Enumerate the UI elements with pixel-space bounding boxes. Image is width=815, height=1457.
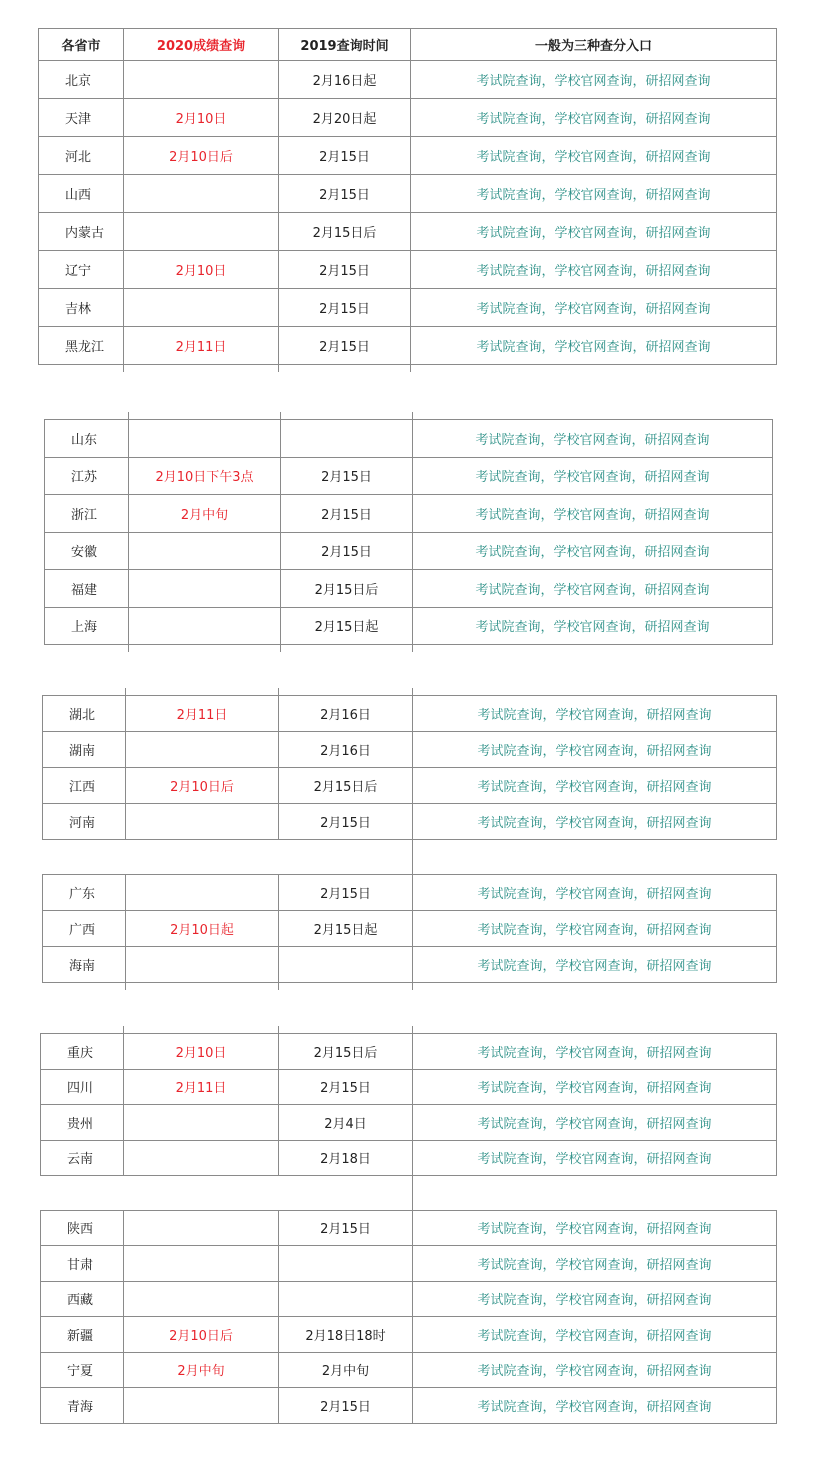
score-2020-cell: 2月10日后 — [124, 137, 279, 175]
province-cell: 山东 — [45, 420, 129, 458]
query-entry-links[interactable]: 考试院查询，学校官网查询，研招网查询 — [411, 213, 777, 251]
table-row — [41, 1352, 777, 1388]
query-entry-links[interactable]: 考试院查询，学校官网查询，研招网查询 — [413, 1140, 777, 1176]
score-2020-cell — [124, 1140, 279, 1176]
time-2019-cell: 2月中旬 — [279, 1352, 413, 1388]
province-cell: 天津 — [39, 99, 124, 137]
time-2019-cell: 2月15日 — [279, 251, 411, 289]
header-score2020: 2020成绩查询 — [124, 29, 279, 61]
province-cell: 内蒙古 — [39, 213, 124, 251]
score-2020-cell: 2月10日下午3点 — [129, 457, 281, 495]
score-2020-cell — [129, 420, 281, 458]
time-2019-cell: 2月18日18时 — [279, 1317, 413, 1353]
query-entry-links[interactable]: 考试院查询，学校官网查询，研招网查询 — [413, 1388, 777, 1424]
score-2020-cell: 2月10日后 — [126, 768, 279, 804]
score-2020-cell: 2月10日起 — [126, 911, 279, 947]
header-time2019: 2019查询时间 — [279, 29, 411, 61]
table-row — [41, 1388, 777, 1424]
score-2020-cell: 2月11日 — [124, 1069, 279, 1105]
time-2019-cell: 2月15日 — [279, 289, 411, 327]
table-row — [39, 251, 777, 289]
query-entry-links[interactable]: 考试院查询，学校官网查询，研招网查询 — [413, 947, 777, 983]
table-row — [43, 911, 777, 947]
table-row — [45, 457, 773, 495]
province-cell: 广西 — [43, 911, 126, 947]
table-row — [45, 495, 773, 533]
table-row — [39, 327, 777, 365]
province-cell: 西藏 — [41, 1281, 124, 1317]
time-2019-cell: 2月15日后 — [279, 768, 413, 804]
score-table-4 — [40, 1026, 777, 1424]
province-cell: 江西 — [43, 768, 126, 804]
score-2020-cell — [124, 1246, 279, 1282]
score-2020-cell — [124, 1388, 279, 1424]
province-cell: 河北 — [39, 137, 124, 175]
score-2020-cell — [124, 1210, 279, 1246]
query-entry-links[interactable]: 考试院查询，学校官网查询，研招网查询 — [413, 768, 777, 804]
blank-row — [43, 840, 777, 875]
time-2019-cell: 2月15日 — [281, 457, 413, 495]
table-row — [39, 289, 777, 327]
province-cell: 福建 — [45, 570, 129, 608]
query-entry-links[interactable]: 考试院查询，学校官网查询，研招网查询 — [413, 1069, 777, 1105]
province-cell: 浙江 — [45, 495, 129, 533]
score-2020-cell — [129, 532, 281, 570]
score-2020-cell — [124, 1281, 279, 1317]
time-2019-cell: 2月15日 — [279, 875, 413, 911]
score-2020-cell: 2月中旬 — [129, 495, 281, 533]
table-row — [39, 61, 777, 99]
province-cell: 陕西 — [41, 1210, 124, 1246]
table-row — [39, 175, 777, 213]
province-cell: 湖北 — [43, 696, 126, 732]
table-row — [43, 768, 777, 804]
score-2020-cell — [129, 570, 281, 608]
table-row — [41, 1105, 777, 1141]
query-entry-links[interactable]: 考试院查询，学校官网查询，研招网查询 — [413, 495, 773, 533]
time-2019-cell — [281, 420, 413, 458]
query-entry-links[interactable]: 考试院查询，学校官网查询，研招网查询 — [413, 1352, 777, 1388]
score-table-1 — [38, 28, 777, 372]
province-cell: 黑龙江 — [39, 327, 124, 365]
query-entry-links[interactable]: 考试院查询，学校官网查询，研招网查询 — [411, 99, 777, 137]
query-entry-links[interactable]: 考试院查询，学校官网查询，研招网查询 — [413, 1034, 777, 1070]
score-2020-cell — [124, 175, 279, 213]
score-2020-cell: 2月10日 — [124, 1034, 279, 1070]
query-entry-links[interactable]: 考试院查询，学校官网查询，研招网查询 — [413, 1281, 777, 1317]
query-entry-links[interactable]: 考试院查询，学校官网查询，研招网查询 — [413, 570, 773, 608]
blank-row — [41, 1176, 777, 1211]
province-cell: 四川 — [41, 1069, 124, 1105]
time-2019-cell: 2月15日起 — [281, 607, 413, 645]
time-2019-cell: 2月20日起 — [279, 99, 411, 137]
table-header — [39, 29, 777, 61]
province-cell: 海南 — [43, 947, 126, 983]
score-2020-cell — [126, 875, 279, 911]
table-row — [43, 947, 777, 983]
score-2020-cell: 2月10日后 — [124, 1317, 279, 1353]
query-entry-links[interactable]: 考试院查询，学校官网查询，研招网查询 — [411, 251, 777, 289]
time-2019-cell: 2月15日 — [279, 327, 411, 365]
query-entry-links[interactable]: 考试院查询，学校官网查询，研招网查询 — [411, 137, 777, 175]
time-2019-cell: 2月15日 — [279, 1388, 413, 1424]
table-row — [41, 1317, 777, 1353]
table-row — [39, 137, 777, 175]
province-cell: 甘肃 — [41, 1246, 124, 1282]
header-entry: 一般为三种查分入口 — [411, 29, 777, 61]
table-row — [41, 1034, 777, 1070]
score-2020-cell — [129, 607, 281, 645]
time-2019-cell — [279, 1281, 413, 1317]
query-entry-links[interactable]: 考试院查询，学校官网查询，研招网查询 — [413, 457, 773, 495]
query-entry-links[interactable]: 考试院查询，学校官网查询，研招网查询 — [413, 732, 777, 768]
province-cell: 宁夏 — [41, 1352, 124, 1388]
province-cell: 广东 — [43, 875, 126, 911]
query-entry-links[interactable]: 考试院查询，学校官网查询，研招网查询 — [413, 804, 777, 840]
table-row — [39, 99, 777, 137]
time-2019-cell: 2月15日 — [279, 804, 413, 840]
table-row — [41, 1246, 777, 1282]
header-province: 各省市 — [39, 29, 124, 61]
province-cell: 湖南 — [43, 732, 126, 768]
query-entry-links[interactable]: 考试院查询，学校官网查询，研招网查询 — [413, 1210, 777, 1246]
time-2019-cell: 2月15日 — [279, 1210, 413, 1246]
time-2019-cell: 2月15日后 — [281, 570, 413, 608]
score-2020-cell — [124, 1105, 279, 1141]
score-table-2 — [44, 412, 773, 652]
time-2019-cell: 2月18日 — [279, 1140, 413, 1176]
query-entry-links[interactable]: 考试院查询，学校官网查询，研招网查询 — [413, 911, 777, 947]
province-cell: 新疆 — [41, 1317, 124, 1353]
score-2020-cell — [126, 947, 279, 983]
score-2020-cell: 2月10日 — [124, 99, 279, 137]
time-2019-cell: 2月15日 — [281, 495, 413, 533]
score-2020-cell: 2月11日 — [124, 327, 279, 365]
time-2019-cell: 2月4日 — [279, 1105, 413, 1141]
query-entry-links[interactable]: 考试院查询，学校官网查询，研招网查询 — [411, 175, 777, 213]
query-entry-links[interactable]: 考试院查询，学校官网查询，研招网查询 — [413, 607, 773, 645]
query-entry-links[interactable]: 考试院查询，学校官网查询，研招网查询 — [411, 61, 777, 99]
score-2020-cell — [124, 61, 279, 99]
query-entry-links[interactable]: 考试院查询，学校官网查询，研招网查询 — [413, 696, 777, 732]
query-entry-links[interactable]: 考试院查询，学校官网查询，研招网查询 — [413, 1246, 777, 1282]
score-2020-cell — [124, 213, 279, 251]
score-2020-cell: 2月10日 — [124, 251, 279, 289]
time-2019-cell: 2月16日 — [279, 696, 413, 732]
table-row — [41, 1281, 777, 1317]
score-2020-cell: 2月11日 — [126, 696, 279, 732]
query-entry-links[interactable]: 考试院查询，学校官网查询，研招网查询 — [411, 327, 777, 365]
table-row — [45, 607, 773, 645]
table-row — [45, 570, 773, 608]
score-2020-cell — [126, 804, 279, 840]
time-2019-cell: 2月15日后 — [279, 1034, 413, 1070]
time-2019-cell: 2月15日 — [279, 175, 411, 213]
table-row — [41, 1069, 777, 1105]
score-2020-cell — [124, 289, 279, 327]
query-entry-links[interactable]: 考试院查询，学校官网查询，研招网查询 — [413, 875, 777, 911]
time-2019-cell: 2月15日后 — [279, 213, 411, 251]
table-row — [39, 213, 777, 251]
province-cell: 北京 — [39, 61, 124, 99]
province-cell: 吉林 — [39, 289, 124, 327]
province-cell: 安徽 — [45, 532, 129, 570]
province-cell: 山西 — [39, 175, 124, 213]
query-entry-links[interactable]: 考试院查询，学校官网查询，研招网查询 — [411, 289, 777, 327]
table-row — [43, 875, 777, 911]
score-2020-cell — [126, 732, 279, 768]
table-row — [43, 696, 777, 732]
query-entry-links[interactable]: 考试院查询，学校官网查询，研招网查询 — [413, 1105, 777, 1141]
time-2019-cell: 2月16日起 — [279, 61, 411, 99]
table-row — [41, 1210, 777, 1246]
province-cell: 江苏 — [45, 457, 129, 495]
time-2019-cell — [279, 1246, 413, 1282]
province-cell: 辽宁 — [39, 251, 124, 289]
province-cell: 贵州 — [41, 1105, 124, 1141]
query-entry-links[interactable]: 考试院查询，学校官网查询，研招网查询 — [413, 420, 773, 458]
score-2020-cell: 2月中旬 — [124, 1352, 279, 1388]
province-cell: 上海 — [45, 607, 129, 645]
time-2019-cell: 2月15日起 — [279, 911, 413, 947]
table-row — [45, 420, 773, 458]
query-entry-links[interactable]: 考试院查询，学校官网查询，研招网查询 — [413, 532, 773, 570]
table-row — [41, 1140, 777, 1176]
table-row — [43, 804, 777, 840]
time-2019-cell — [279, 947, 413, 983]
query-entry-links[interactable]: 考试院查询，学校官网查询，研招网查询 — [413, 1317, 777, 1353]
table-row — [45, 532, 773, 570]
time-2019-cell: 2月15日 — [279, 1069, 413, 1105]
time-2019-cell: 2月15日 — [281, 532, 413, 570]
score-table-3 — [42, 688, 777, 990]
province-cell: 云南 — [41, 1140, 124, 1176]
province-cell: 重庆 — [41, 1034, 124, 1070]
time-2019-cell: 2月16日 — [279, 732, 413, 768]
time-2019-cell: 2月15日 — [279, 137, 411, 175]
table-row — [43, 732, 777, 768]
province-cell: 河南 — [43, 804, 126, 840]
province-cell: 青海 — [41, 1388, 124, 1424]
